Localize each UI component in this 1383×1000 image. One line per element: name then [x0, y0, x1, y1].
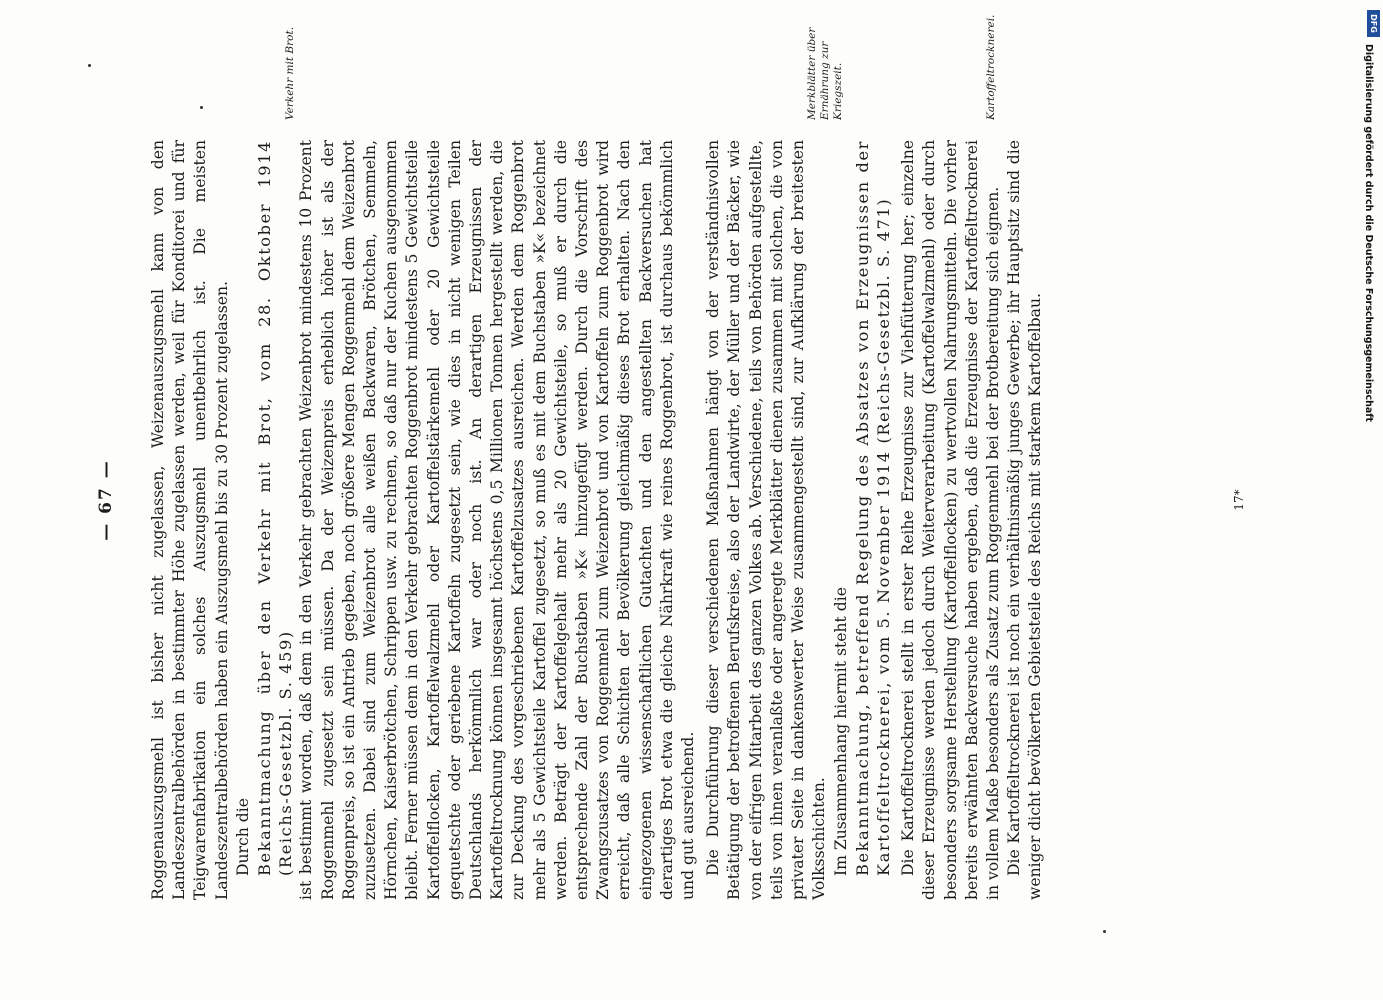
paragraph: Die Durchführung dieser verschiedenen Maßnahmen hängt von der verständnisvollen Betätigung der betroffenen Berufskreise, also der Landwirte, der Müller und der Bäcker, wie von der eifrigen Mitarbeit des ganzen Volkes ab. Verschiedene, teils von Behörden aufgestellte, teils von ihnen veranlaßte oder angeregte Merkblätter dienen zusammen mit solchen, die von privater Seite in dankenswerter Weise zusammengestellt sind, zur Aufklärung der breitesten Volksschichten. — [704, 140, 829, 900]
paragraph: Durch die — [233, 798, 252, 876]
margin-note-merkblaetter: Merkblätter über Ernährung zur Kriegszeit. — [806, 27, 844, 120]
dfg-logo-icon: DFG — [1367, 10, 1380, 37]
paragraph: ist bestimmt worden, daß dem in den Verkehr gebrachten Weizenbrot mindestens 10 Prozent Roggenmehl zugesetzt sein müssen. Da der Weizenpreis erheblich höher ist als der Roggenpreis, so ist ein Antrieb gegeben, noch größere Mengen Roggenmehl dem Weizenbrot zuzusetzen. Dabei sind zum Weizenbrot alle weißen Backwaren, Brötchen, Semmeln, Hörnchen, Kaiserbrötchen, Schrippen usw. zu rechnen, so daß nur der Kuchen ausgenommen bleibt. Ferner müssen dem in den Verkehr gebrachten Roggenbrot mindestens 5 Gewichtsteile Kartoffelflocken, Kartoffelwalzmehl oder Kartoffelstärkemehl oder 20 Gewichtsteile gequetschte oder geriebene Kartoffeln zugesetzt sein, wie dies in nicht wenigen Teilen Deutschlands herkömmlich war oder noch ist. An derartigen Erzeugnissen der Kartoffeltrocknung können insgesamt höchstens 0,5 Millionen Tonnen hergestellt werden, die zur Deckung des vorgeschriebenen Kartoffelzusatzes ausreichen. Werden dem Roggenbrot mehr als 5 Gewichtsteile Kartoffel zugesetzt, so muß es mit dem Buchstaben »K« bezeichnet werden. Beträgt der Kartoffelgehalt mehr als 20 Gewichtsteile, so muß er durch die entsprechende Zahl der Buchstaben »K« hinzugefügt werden. Durch die Vorschrift des Zwangszusatzes von Roggenmehl zum Weizenbrot und von Kartoffeln zum Roggenbrot wird erreicht, daß alle Schichten der Bevölkerung gleichmäßig dieses Brot erhalten. Nach den eingezogenen wissenschaftlichen Gutachten und den angestellten Backversuchen hat derartiges Brot etwa die gleiche Nährkraft wie reines Roggenbrot, ist durchaus bekömmlich und gut ausreichend. — [297, 140, 698, 900]
scan-speck — [1103, 930, 1106, 933]
margin-note-brot: Verkehr mit Brot. — [284, 26, 296, 120]
scan-speck — [200, 106, 203, 109]
scan-speck — [88, 64, 91, 67]
signature-mark: 17* — [1232, 489, 1246, 511]
page-number: — 67 — — [96, 459, 116, 541]
body-text — [148, 140, 1047, 900]
announcement-heading: Bekanntmachung über den Verkehr mit Brot, vom 28. Oktober 1914 (Reichs-Gesetzbl. S. 459) — [255, 140, 296, 876]
paragraph: Die Kartoffeltrocknerei stellt in erster Reihe Erzeugnisse zur Viehfütterung her; einzelne dieser Erzeugnisse werden jedoch durch Weiterverarbeitung (Kartoffelwalzmehl) oder durch besonders sorgsame Herstellung (Kartoffelflocken) zu wertvollen Nahrungsmitteln. Die vorher bereits erwähnten Backversuche haben ergeben, daß die Erzeugnisse der Kartoffeltrocknerei in vollem Maße besonders als Zusatz zum Roggenmehl bei der Brotbereitung sich eignen. — [899, 140, 1002, 900]
paragraph: Die Kartoffeltrocknerei ist noch ein verhältnismäßig junges Gewerbe; ihr Hauptsitz sind die weniger dicht bevölkerten Gebietsteile des Reichs mit starkem Kartoffelbau. — [1005, 140, 1045, 900]
paragraph: Roggenauszugsmehl ist bisher nicht zugelassen, Weizenauszugsmehl kann von den Landeszentralbehörden in bestimmter Höhe zugelassen werden, weil für Konditorei und für Teigwarenfabrikation ein solches Auszugsmehl unentbehrlich ist. Die meisten Landeszentralbehörden haben ein Auszugsmehl bis zu 30 Prozent zugelassen. — [149, 140, 231, 900]
paragraph: Im Zusammenhang hiermit steht die — [831, 587, 850, 876]
announcement-heading: Bekanntmachung, betreffend Regelung des Absatzes von Erzeugnissen der Kartoffeltrocknerei, vom 5. November 1914 (Reichs-Gesetzbl. S. 471) — [852, 140, 893, 876]
margin-note-kartoffeltrocknerei: Kartoffeltrocknerei. — [985, 14, 997, 120]
digitization-credit: Digitalisierung gefördert durch die Deutsche Forschungsgemeinschaft — [1363, 44, 1374, 422]
